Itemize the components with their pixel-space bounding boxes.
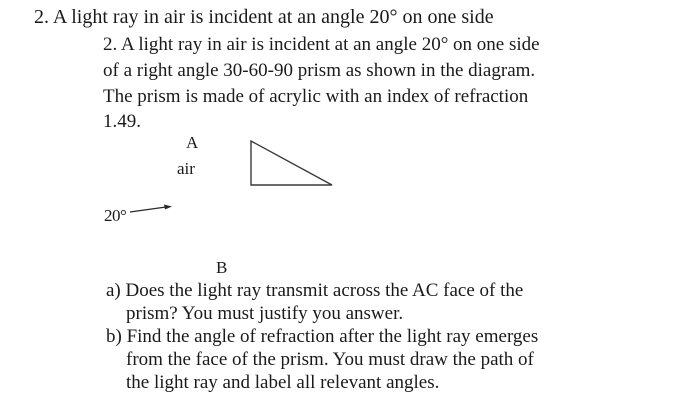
problem-line-2: of a right angle 30-60-90 prism as shown in the diagram. bbox=[103, 60, 536, 81]
question-b-line-1: b) Find the angle of refraction after the light ray emerges bbox=[106, 326, 539, 347]
incidence-angle-label: 20° bbox=[104, 206, 127, 225]
cutoff-text bbox=[30, 0, 700, 2]
question-a-line-1: a) Does the light ray transmit across the AC face of the bbox=[106, 280, 524, 301]
arrowhead-icon bbox=[164, 205, 172, 210]
cutoff-text-line bbox=[0, 0, 700, 4]
question-b-line-2: from the face of the prism. You must draw the path of bbox=[126, 349, 534, 370]
question-a-line-2: prism? You must justify you answer. bbox=[126, 303, 404, 324]
prism-triangle bbox=[251, 141, 332, 185]
problem-line-3: The prism is made of acrylic with an index of refraction bbox=[103, 86, 529, 107]
air-label: air bbox=[177, 159, 195, 178]
question-b-line-3: the light ray and label all relevant angles. bbox=[126, 372, 440, 393]
vertex-label-a: A bbox=[186, 133, 199, 152]
question-heading: 2. A light ray in air is incident at an angle 20° on one side bbox=[34, 6, 494, 28]
ray-line bbox=[130, 207, 166, 212]
prism-diagram bbox=[248, 138, 338, 190]
incident-ray bbox=[128, 199, 176, 219]
problem-line-1: 2. A light ray in air is incident at an angle 20° on one side bbox=[103, 34, 540, 55]
problem-line-4: 1.49. bbox=[103, 111, 141, 132]
vertex-label-b: B bbox=[216, 258, 228, 277]
